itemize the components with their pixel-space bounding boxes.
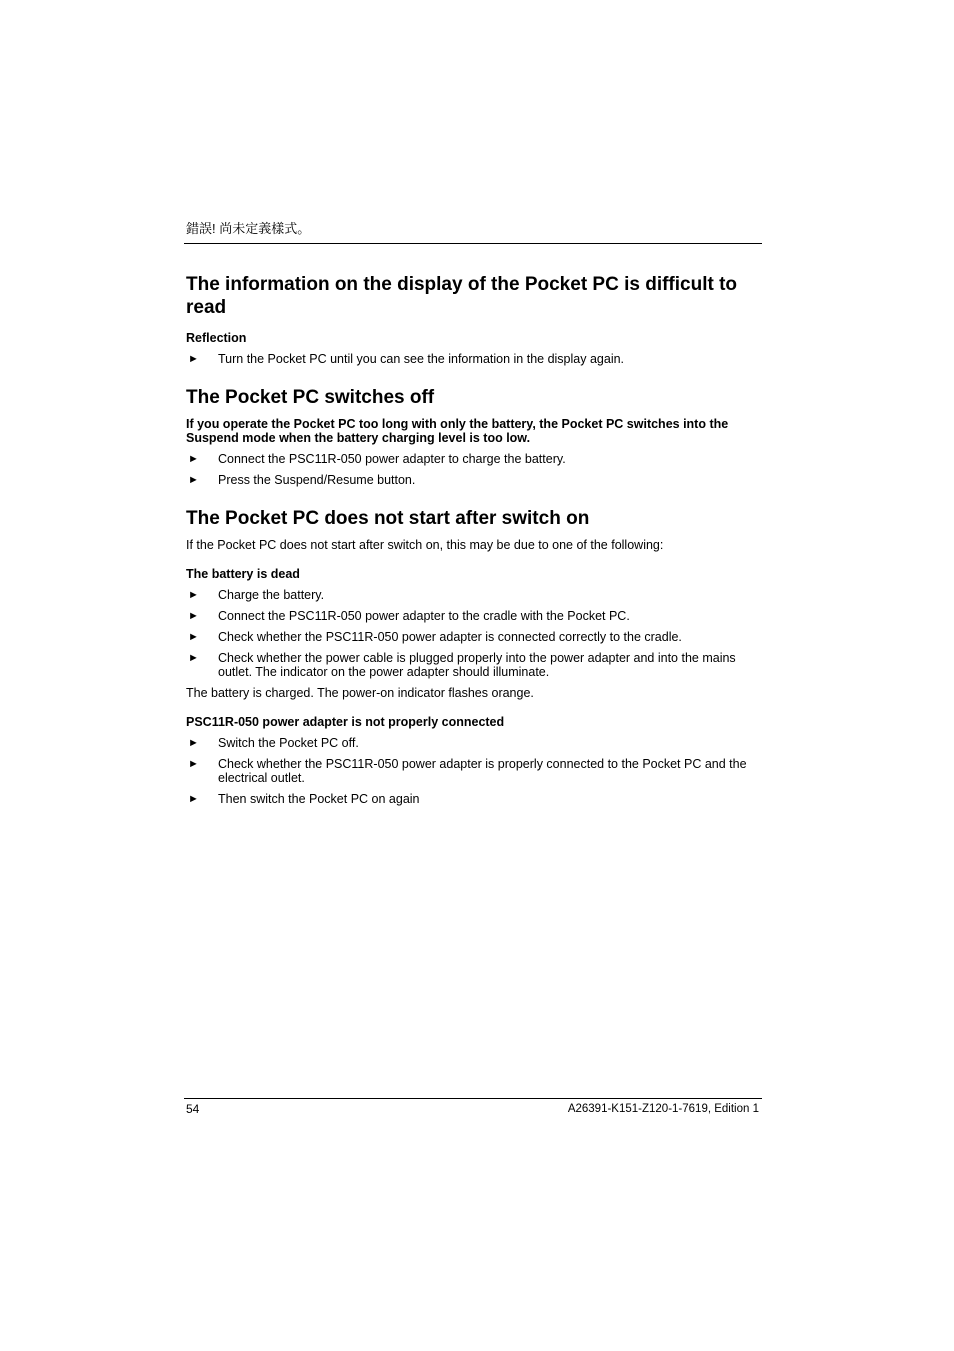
subheading-adapter-not-connected: PSC11R-050 power adapter is not properly connected (186, 715, 505, 729)
page-number: 54 (186, 1102, 200, 1116)
section-heading-does-not-start: The Pocket PC does not start after switch on (186, 508, 590, 529)
list-item (186, 452, 760, 466)
section-heading-switches-off: The Pocket PC switches off (186, 387, 435, 408)
step-text: Turn the Pocket PC until you can see the information in the display again. (218, 352, 625, 366)
header-divider (184, 243, 762, 244)
subheading-reflection: Reflection (186, 331, 247, 345)
step-text: Connect the PSC11R-050 power adapter to the cradle with the Pocket PC. (218, 609, 630, 623)
step-text: Check whether the PSC11R-050 power adapter is properly connected to the Pocket PC and the electrical outlet. (218, 757, 747, 785)
list-item (186, 736, 760, 750)
footer-divider (184, 1098, 762, 1099)
step-text: Then switch the Pocket PC on again (218, 792, 420, 806)
bullet-arrow-icon: ► (188, 631, 199, 643)
bullet-arrow-icon: ► (188, 610, 199, 622)
step-text: Check whether the PSC11R-050 power adapter is connected correctly to the cradle. (218, 630, 682, 644)
bullet-arrow-icon: ► (188, 652, 199, 664)
step-text: Switch the Pocket PC off. (218, 736, 359, 750)
intro-switches-off: If you operate the Pocket PC too long with only the battery, the Pocket PC switches into the Suspend mode when the battery charging level is too low. (186, 417, 729, 445)
note-battery-charged: The battery is charged. The power-on indicator flashes orange. (186, 686, 534, 700)
bullet-arrow-icon: ► (188, 758, 199, 770)
list-item (186, 473, 760, 487)
list-item (186, 352, 760, 366)
bullet-arrow-icon: ► (188, 453, 199, 465)
step-text: Check whether the power cable is plugged properly into the power adapter and into the mains outlet. The indicator on the power adapter should illuminate. (218, 651, 736, 679)
steps-reflection (186, 352, 760, 366)
bullet-arrow-icon: ► (188, 793, 199, 805)
bullet-arrow-icon: ► (188, 353, 199, 365)
list-item (186, 651, 760, 679)
intro-does-not-start: If the Pocket PC does not start after switch on, this may be due to one of the following: (186, 538, 664, 552)
steps-switches-off (186, 452, 760, 487)
subheading-battery-dead: The battery is dead (186, 567, 300, 581)
steps-adapter-not-connected (186, 736, 760, 806)
step-text: Connect the PSC11R-050 power adapter to charge the battery. (218, 452, 566, 466)
list-item (186, 792, 760, 806)
list-item (186, 757, 760, 785)
step-text: Press the Suspend/Resume button. (218, 473, 416, 487)
step-text: Charge the battery. (218, 588, 325, 602)
list-item (186, 609, 760, 623)
running-header: 錯誤! 尚未定義樣式。 (186, 221, 311, 236)
list-item (186, 630, 760, 644)
bullet-arrow-icon: ► (188, 737, 199, 749)
section-heading-display-difficult: The information on the display of the Pocket PC is difficult to read (186, 274, 738, 318)
steps-battery-dead (186, 588, 760, 679)
document-id: A26391-K151-Z120-1-7619, Edition 1 (567, 1103, 759, 1115)
list-item (186, 588, 760, 602)
bullet-arrow-icon: ► (188, 589, 199, 601)
bullet-arrow-icon: ► (188, 474, 199, 486)
page-content (186, 273, 760, 806)
